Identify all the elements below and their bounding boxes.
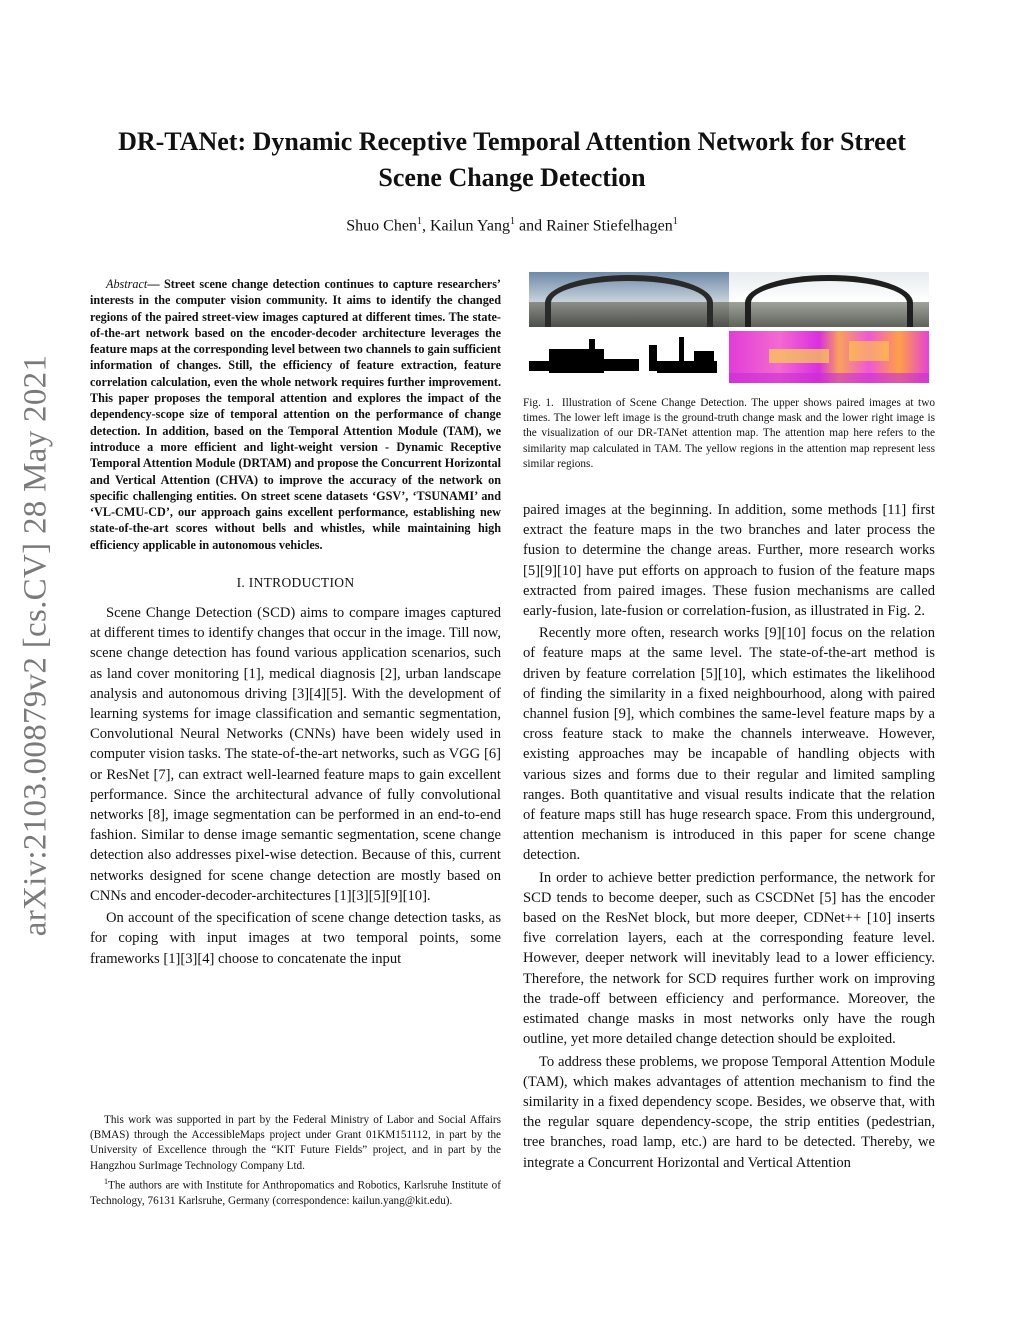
body-paragraph: Scene Change Detection (SCD) aims to compare images captured at different times to identify changes that occur in the image. Till now, scene change detection has found various application scenarios, such as land cover monitoring [1], medical diagnosis [2], urban landscape analysis and autonomous driving [3][4][5]. With the development of learning systems for image classification and semantic segmentation, Convolutional Neural Networks (CNNs) have been widely used in computer vision tasks. The state-of-the-art networks, such as VGG [6] or ResNet [7], can extract well-learned feature maps to gain excellent performance. Since the architectural advance of fully convolutional networks [8], image segmentation can be performed in an end-to-end fashion. Similar to dense image semantic segmentation, scene change detection also addresses pixel-wise detection. Because of this, current networks designed for scene change detection are mostly based on CNNs and encoder-decoder-architectures [1][3][5][9][10]. xyxy=(90,605,501,904)
author-separator: , xyxy=(421,217,430,235)
figure-caption-text: Illustration of Scene Change Detection. The upper shows paired images at two times. The lower left image is the ground-truth change mask and the lower right image is the visualization of our DR-TANet attention map. The attention map here refers to the similarity map calculated in TAM. The yellow regions in the attention map represent less similar regions. xyxy=(523,397,935,470)
figure-1-caption xyxy=(523,396,935,472)
arxiv-sidebar xyxy=(6,345,66,945)
body-paragraph: In order to achieve better prediction performance, the network for SCD tends to become deeper, such as CSCDNet [5] has the encoder based on the ResNet block, but more deeper, CDNet++ [10] inserts five correlation layers, each at the corresponding feature level. However, deeper network will inevitably lead to a lower efficiency. Therefore, the network for SCD requires further work on improving the trade-off between efficiency and performance. Moreover, the estimated change masks in most networks only have the rough outline, yet more detailed change detection should be exploited. xyxy=(523,869,935,1048)
left-column xyxy=(90,276,501,969)
funding-footnote: This work was supported in part by the Federal Ministry of Labor and Social Affairs (BMAS) through the AccessibleMaps project under Grant 01KM151112, in part by the University of Excellence through the “KIT Future Fields” project, and in part by the Hangzhou SurImage Technology Company Ltd. xyxy=(90,1114,501,1172)
abstract xyxy=(90,276,501,553)
author-affiliation-mark: 1 xyxy=(416,216,422,227)
figure-label: Fig. 1. xyxy=(523,397,554,409)
ground-truth-change-mask xyxy=(529,331,729,383)
right-column xyxy=(523,272,935,1173)
title-line-1: DR-TANet: Dynamic Receptive Temporal Attention Network for Street xyxy=(118,127,906,156)
author-affiliation-mark: 1 xyxy=(509,216,515,227)
author-affiliation-mark: 1 xyxy=(672,216,678,227)
author-separator: and xyxy=(514,217,547,235)
body-paragraph: Recently more often, research works [9][10] focus on the relation of feature maps at the same level. The state-of-the-art method is driven by feature correlation [5][10], which estimates the likelihood of finding the similarity in a fixed neighbourhood, along with paired channel fusion [9], which combines the same-level feature maps by a cross feature stack to make the channels interweave. However, existing approaches may be incapable of handling objects with various sizes and forms due to their regular and limited sampling ranges. Both quantitative and visual results indicate that the relation of feature maps still has huge research space. From this underground, attention mechanism is introduced in this paper for scene change detection. xyxy=(523,625,935,864)
affiliation-footnote xyxy=(90,1174,501,1209)
section-title-rest: NTRODUCTION xyxy=(253,575,355,591)
body-paragraph: To address these problems, we propose Temporal Attention Module (TAM), which makes advantages of attention mechanism to find the similarity in a fixed dependency scope. Besides, we observe that, with the regular square dependency-scope, the strip entities (pedestrian, tree branches, road lamp, etc.) are hard to be detected. Thereby, we integrate a Concurrent Horizontal and Vertical Attention xyxy=(523,1053,935,1171)
street-image-time-2 xyxy=(729,272,929,327)
right-body-text xyxy=(523,500,935,1173)
arxiv-identifier: arXiv:2103.00879v2 [cs.CV] 28 May 2021 xyxy=(17,354,54,936)
figure-1 xyxy=(523,272,935,384)
author-list xyxy=(60,216,964,235)
footnotes xyxy=(90,1113,501,1209)
author-name: Rainer Stiefelhagen xyxy=(546,217,673,235)
section-numeral: I. xyxy=(236,575,249,591)
abstract-text: Street scene change detection continues to capture researchers’ interests in the computer vision community. It aims to identify the changed regions of the paired street-view images captured at different times. The state-of-the-art network based on the encoder-decoder architecture leverages the feature maps at the corresponding level between two channels to gain sufficient information of changes. Still, the efficiency of feature extraction, feature correlation calculation, even the whole network requires further improvement. This paper proposes the temporal attention and explores the impact of the dependency-scope size of temporal attention on the performance of change detection. In addition, based on the Temporal Attention Module (TAM), we introduce a more efficient and light-weight version - Dynamic Receptive Temporal Attention Module (DRTAM) and propose the Concurrent Horizontal and Vertical Attention (CHVA) to improve the accuracy of the network on specific challenging entities. On street scene datasets ‘GSV’, ‘TSUNAMI’ and ‘VL-CMU-CD’, our approach gains excellent performance, establishing new state-of-the-art scores without bells and whistles, while maintaining high efficiency applicable in autonomous vehicles. xyxy=(90,277,501,552)
body-paragraph: paired images at the beginning. In addition, some methods [11] first extract the feature maps in the two branches and later process the fusion to determine the change areas. Further, more research works [5][9][10] have put efforts on approach to fusion of the feature maps extracted from paired images. These fusion mechanisms are called early-fusion, late-fusion or correlation-fusion, as illustrated in Fig. 2. xyxy=(523,502,935,620)
author-name: Shuo Chen xyxy=(346,217,417,235)
footnote-mark: 1 xyxy=(104,1176,108,1186)
section-title-initial: I xyxy=(248,575,254,591)
title-line-2: Scene Change Detection xyxy=(378,163,646,192)
section-heading-introduction xyxy=(90,575,501,591)
affiliation-footnote-text: The authors are with Institute for Anthropomatics and Robotics, Karlsruhe Institute of Technology, 76131 Karlsruhe, Germany (correspondence: kailun.yang@kit.edu). xyxy=(90,1179,501,1207)
abstract-dash: — xyxy=(147,277,164,291)
abstract-label: Abstract xyxy=(106,277,148,291)
body-paragraph: On account of the specification of scene change detection tasks, as for coping with input images at two temporal points, some frameworks [1][3][4] choose to concatenate the input xyxy=(90,910,501,967)
paper-title xyxy=(60,124,964,196)
author-name: Kailun Yang xyxy=(429,217,510,235)
street-image-time-1 xyxy=(529,272,729,327)
attention-map xyxy=(729,331,929,383)
